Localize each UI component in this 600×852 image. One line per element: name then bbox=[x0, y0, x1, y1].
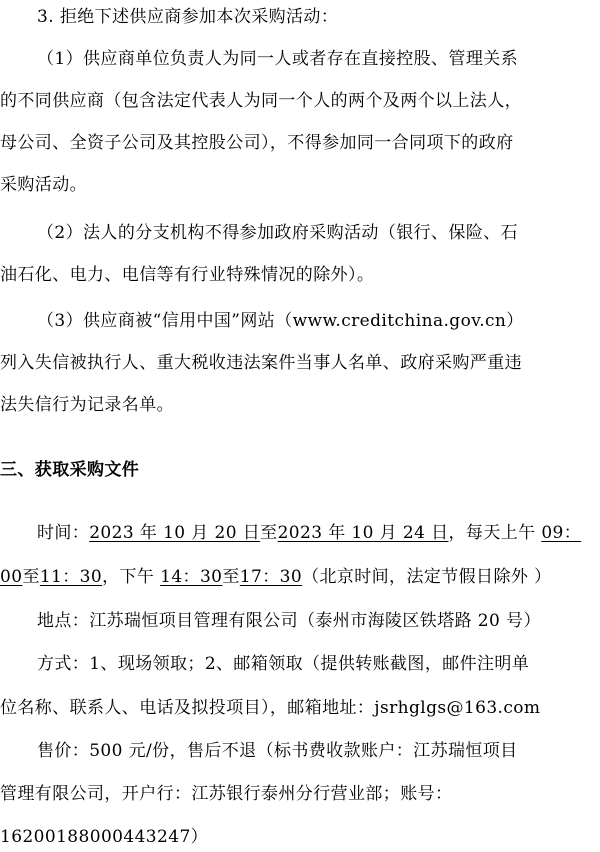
paragraph-2-line-1: （2）法人的分支机构不得参加政府采购活动（银行、保险、石 bbox=[37, 223, 519, 243]
paragraph-1-line-2: 的不同供应商（包含法定代表人为同一个人的两个及两个以上法人， bbox=[0, 91, 522, 111]
to-text: 至 bbox=[260, 523, 278, 543]
paragraph-1-line-3: 母公司、全资子公司及其控股公司），不得参加同一合同项下的政府 bbox=[0, 133, 514, 153]
paragraph-3-line-2: 列入失信被执行人、重大税收违法案件当事人名单、政府采购严重违 bbox=[0, 353, 522, 373]
pm-text: ，下午 bbox=[102, 567, 161, 587]
section-heading: 三、获取采购文件 bbox=[0, 460, 140, 480]
paragraph-3-line-3: 法失信行为记录名单。 bbox=[0, 395, 174, 415]
to-text: 至 bbox=[222, 567, 240, 587]
am-end-time: 11：30 bbox=[39, 567, 103, 587]
price-line-2: 管理有限公司，开户行：江苏银行泰州分行营业部；账号： bbox=[0, 784, 453, 804]
method-line-1: 方式：1、现场领取；2、邮箱领取（提供转账截图，邮件注明单 bbox=[37, 654, 530, 674]
time-note: （北京时间，法定节假日除外 ） bbox=[302, 567, 552, 587]
paragraph-3-line-1: （3）供应商被“信用中国”网站（www.creditchina.gov.cn） bbox=[37, 311, 524, 331]
am-start-time: 09： bbox=[541, 523, 582, 543]
pm-start-time: 14：30 bbox=[160, 567, 223, 587]
price-line-3: 16200188000443247） bbox=[0, 827, 209, 847]
location-line: 地点：江苏瑞恒项目管理有限公司（泰州市海陵区铁塔路 20 号） bbox=[37, 611, 541, 631]
daily-am-text: ，每天上午 bbox=[448, 523, 542, 543]
paragraph-1-line-1: （1）供应商单位负责人为同一人或者存在直接控股、管理关系 bbox=[37, 49, 519, 69]
method-line-2: 位名称、联系人、电话及拟投项目），邮箱地址：jsrhglgs@163.com bbox=[0, 698, 541, 718]
end-date: 2023 年 10 月 24 日 bbox=[277, 523, 449, 543]
start-date: 2023 年 10 月 20 日 bbox=[89, 523, 261, 543]
time-label: 时间： bbox=[37, 523, 90, 543]
item-3-title: 3. 拒绝下述供应商参加本次采购活动： bbox=[37, 7, 339, 27]
to-text: 至 bbox=[22, 567, 40, 587]
paragraph-2-line-2: 油石化、电力、电信等有行业特殊情况的除外）。 bbox=[0, 265, 375, 285]
price-line-1: 售价：500 元/份，售后不退（标书费收款账户：江苏瑞恒项目 bbox=[37, 741, 518, 761]
am-start-time-cont: 00 bbox=[0, 567, 23, 587]
paragraph-1-line-4: 采购活动。 bbox=[0, 175, 87, 195]
pm-end-time: 17：30 bbox=[239, 567, 303, 587]
time-line-1 bbox=[0, 522, 600, 544]
time-line-2 bbox=[0, 566, 600, 588]
